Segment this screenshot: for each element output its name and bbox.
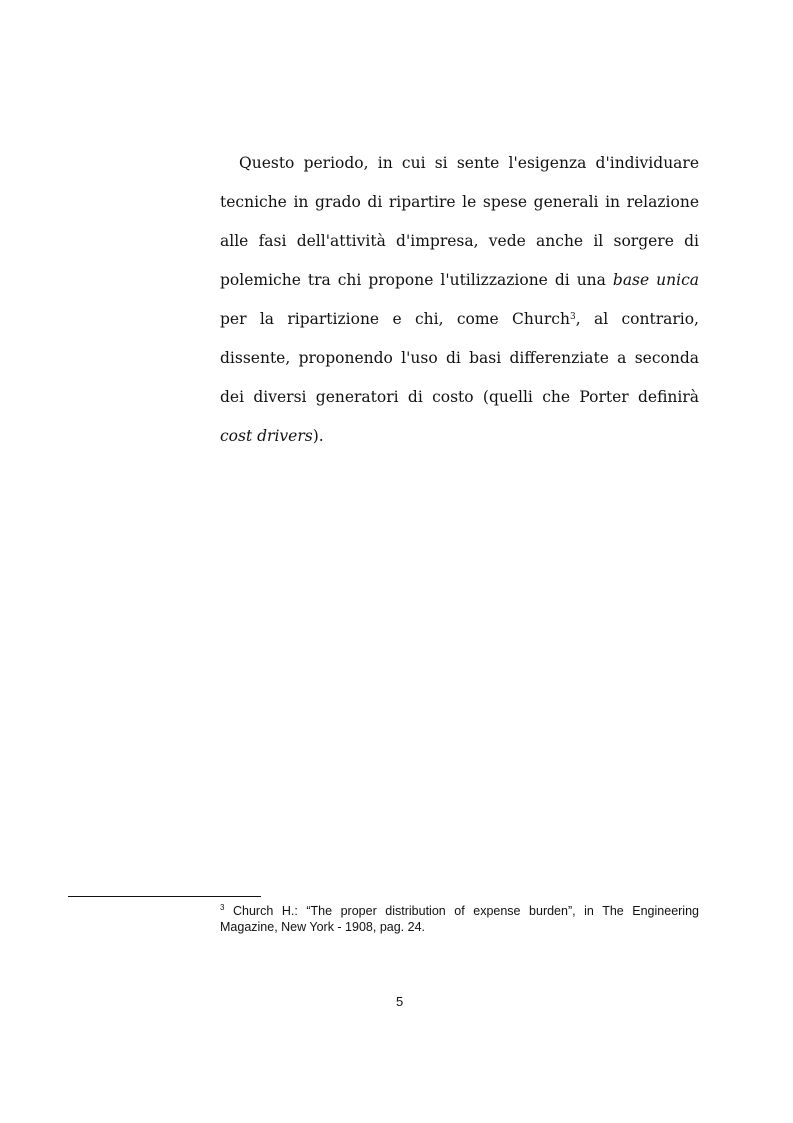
footnote-separator <box>68 896 261 897</box>
paragraph-text-part-1: Questo periodo, in cui si sente l'esigenza d'individuare tecniche in grado di ripartire le spese generali in relazione alle fasi dell'attività d'impresa, vede anche il sorgere di polemiche tra chi propone l'utilizzazione di una <box>220 154 699 289</box>
footnote-reference: 3 <box>569 312 576 322</box>
italic-term-cost-drivers: cost drivers <box>220 427 313 445</box>
italic-term-base-unica: base unica <box>612 271 700 289</box>
paragraph-text-part-2: per la ripartizione e chi, come Church <box>220 310 570 328</box>
page-number: 5 <box>396 994 404 1009</box>
footnote-number: 3 <box>220 903 225 912</box>
paragraph-text-part-4: ). <box>312 427 324 445</box>
footnote <box>220 903 699 935</box>
paragraph-text-part-3: , al contrario, dissente, proponendo l'uso di basi differenziate a seconda dei diversi generatori di costo (quelli che Porter definirà <box>220 310 699 406</box>
footnote-text: Church H.: “The proper distribution of expense burden”, in The Engineering Magazine, New York - 1908, pag. 24. <box>220 904 699 934</box>
body-paragraph <box>220 144 699 456</box>
